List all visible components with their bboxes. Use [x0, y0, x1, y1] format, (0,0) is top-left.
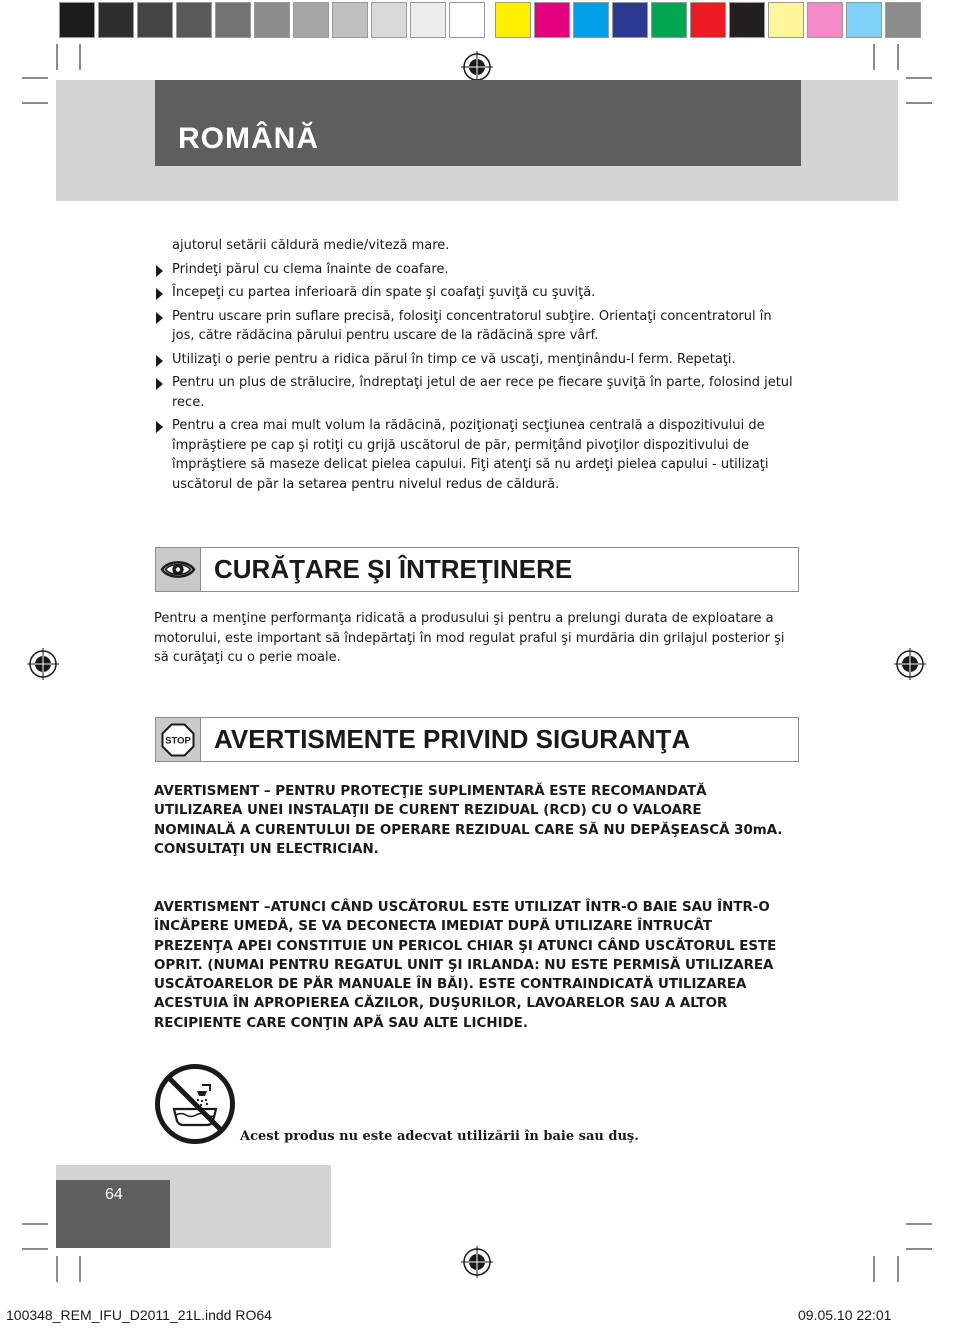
bullet-arrow-icon [156, 288, 163, 300]
page-number: 64 [105, 1186, 123, 1203]
list-item-text: ajutorul setării căldură medie/viteză mare. [172, 238, 450, 253]
list-item [154, 373, 794, 412]
list-item-continuation [154, 236, 794, 256]
safety-section-header [155, 717, 799, 762]
bullet-arrow-icon [156, 421, 163, 433]
print-slug-timestamp: 09.05.10 22:01 [798, 1307, 892, 1323]
list-item-text: Pentru uscare prin suflare precisă, folosiţi concentratorul subţire. Orientaţi concentratorul în jos, către rădăcina părului pentru uscare de la rădăcină spre vârf. [172, 308, 772, 343]
cleaning-paragraph: Pentru a menţine performanţa ridicată a produsului şi pentru a prelungi durata de exploatare a motorului, este important să îndepărtaţi în mod regulat praful şi murdăria din grilajul posterior şi să curăţaţi cu o perie moale. [154, 611, 785, 665]
registration-mark-right-icon [894, 648, 926, 680]
cleaning-section-header [155, 547, 799, 592]
page-title: ROMÂNĂ [178, 122, 319, 155]
registration-mark-left-icon [27, 648, 59, 680]
warning-rcd: AVERTISMENT – PENTRU PROTECŢIE SUPLIMENTARĂ ESTE RECOMANDATĂ UTILIZAREA UNEI INSTALAŢII DE CURENT REZIDUAL (RCD) CU O VALOARE NOMINALĂ A CURENTULUI DE OPERARE REZIDUAL CARE SĂ NU DEPĂŞEASCĂ 30mA. CONSULTAŢI UN ELECTRICIAN. [154, 784, 783, 857]
bullet-arrow-icon [156, 355, 163, 367]
eye-icon [156, 548, 200, 591]
warning-bathroom: AVERTISMENT –ATUNCI CÂND USCĂTORUL ESTE UTILIZAT ÎNTR-O BAIE SAU ÎNTR-O ÎNCĂPERE UMEDĂ, SE VA DECONECTA IMEDIAT DUPĂ UTILIZARE ÎNTRUCÂT PREZENŢA APEI CONSTITUIE UN PERICOL CHIAR ŞI ATUNCI CÂND USCĂTORUL ESTE OPRIT. (NUMAI PENTRU REGATUL UNIT ŞI IRLANDA: NU ESTE PERMISĂ UTILIZAREA USCĂTOARELOR DE PĂR MANUALE ÎN BĂI). ESTE CONTRAINDICATĂ UTILIZAREA ACESTUIA ÎN APROPIEREA CĂZILOR, DUŞURILOR, LAVOARELOR SAU A ALTOR RECIPIENTE CARE CONŢIN APĂ SAU ALTE LICHIDE. [154, 900, 777, 1031]
list-item-text: Utilizaţi o perie pentru a ridica părul în timp ce vă uscaţi, menţinându-l ferm. Repetaţi. [172, 351, 736, 367]
styling-instructions-list [154, 236, 794, 498]
safety-section-title: AVERTISMENTE PRIVIND SIGURANŢA [214, 724, 691, 754]
safety-icon-box [156, 718, 201, 761]
bullet-arrow-icon [156, 312, 163, 324]
bullet-arrow-icon [156, 378, 163, 390]
stop-sign-label: STOP [165, 735, 191, 747]
registration-mark-top-icon [461, 51, 493, 83]
list-item-text: Pentru a crea mai mult volum la rădăcină, poziţionaţi secţiunea centrală a dispozitivului de împrăştiere pe cap şi rotiţi cu grijă uscătorul de păr, permiţând pivoţilor dispozitivului de împrăştiere să maseze delicat pielea capului. Fiţi atenţi să nu ardeţi pielea capului - utilizaţi uscătorul de păr la setarea pentru nivelul redus de căldură. [172, 418, 769, 492]
list-item-text: Prindeţi părul cu clema înainte de coafare. [172, 261, 449, 277]
stop-sign-icon [156, 718, 200, 761]
list-item-text: Începeţi cu partea inferioară din spate şi coafaţi şuviţă cu şuviţă. [172, 285, 596, 300]
cleaning-icon-box [156, 548, 201, 591]
no-bath-shower-icon [154, 1063, 236, 1145]
list-item-text: Pentru un plus de strălucire, îndreptaţi jetul de aer rece pe fiecare şuviţă în parte, folosind jetul rece. [172, 375, 793, 410]
list-item [154, 350, 794, 370]
list-item [154, 260, 794, 280]
list-item [154, 283, 794, 303]
bullet-arrow-icon [156, 265, 163, 277]
list-item [154, 416, 794, 494]
print-slug-filename: 100348_REM_IFU_D2011_21L.indd RO64 [6, 1307, 272, 1323]
no-bath-caption: Acest produs nu este adecvat utilizării în baie sau duş. [240, 1129, 639, 1144]
registration-mark-bottom-icon [461, 1246, 493, 1278]
list-item [154, 307, 794, 346]
cleaning-section-title: CURĂŢARE ŞI ÎNTREŢINERE [214, 554, 573, 584]
